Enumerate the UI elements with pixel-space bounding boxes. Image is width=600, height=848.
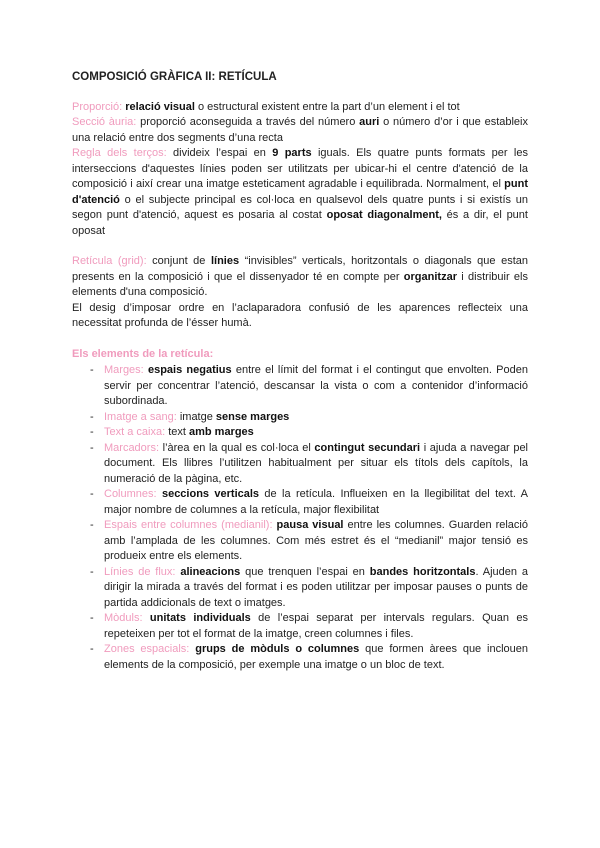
list-item-medianil xyxy=(90,518,528,565)
bold-text: organitzar xyxy=(403,270,457,283)
bold-text: espais negatius xyxy=(147,364,232,376)
text: iguals. Els quatre punts formats per les interseccions d'aquestes línies poden ser utilitzats per ubicar-hi el centre d'atenció de la composició i així crear una imatge esteticament agradable i equilibrada. Normalment, el xyxy=(72,147,528,190)
paragraph-desig: El desig d’imposar ordre en l’aclaparadora confusió de les aparences reflecteix una necessitat profunda de l’ésser humà. xyxy=(72,301,528,329)
paragraph-proporcio xyxy=(72,100,528,116)
term-regla-tercos: Regla dels terços: xyxy=(72,147,167,159)
document-title: COMPOSICIÓ GRÀFICA II: RETÍCULA xyxy=(72,71,277,83)
text: i ajuda a navegar pel document. Els llibres l’utilitzen habitualment per situar els títols dels capítols, la numeració de la pàgina, etc. xyxy=(104,441,529,485)
spacer xyxy=(72,332,528,347)
term: Imatge a sang: xyxy=(104,410,177,423)
term: Marcadors: xyxy=(104,441,160,454)
text: l’àrea en la qual es col·loca el xyxy=(159,441,315,454)
text: entre el límit del format i el contingut que envolten. Poden servir per concentrar l’atenció, descansar la vista o com a contenidor d’informació subordinada. xyxy=(104,364,528,407)
text: divideix l’espai en xyxy=(166,147,273,159)
term: Columnes: xyxy=(104,488,157,500)
bold-text: alineacions xyxy=(180,565,241,578)
document-page xyxy=(72,70,528,673)
list-item-marcadors xyxy=(90,441,528,488)
bold-text: línies xyxy=(210,255,240,267)
paragraph-seccio-auria xyxy=(72,115,528,146)
bold-text: auri xyxy=(359,116,380,128)
term: Text a caixa: xyxy=(104,426,166,438)
term-seccio-auria: Secció àuria: xyxy=(72,116,137,128)
bold-text: seccions verticals xyxy=(161,488,260,500)
text: . Ajuden a dirigir la mirada a través del format i es poden utilitzar per imposar pauses o punts de partida addicionals de text o imatges. xyxy=(104,565,529,609)
paragraph-reticula xyxy=(72,254,528,301)
text: i distribuir els elements d'una composició. xyxy=(72,270,528,298)
text: conjunt de xyxy=(146,255,211,267)
text: o estructural existent entre la part d’un element i el tot xyxy=(194,100,460,113)
bold-text: oposat diagonalment, xyxy=(326,209,442,221)
term: Espais entre columnes (medianil): xyxy=(104,519,273,531)
text: o número d’or i que estableix una relació entre dos segments d’una recta xyxy=(72,116,528,144)
term: Línies de flux: xyxy=(104,565,176,578)
list-item-moduls xyxy=(90,611,528,642)
term-proporcio: Proporció: xyxy=(72,100,123,113)
bold-text: punt d'atenció xyxy=(72,178,528,206)
bold-text: sense marges xyxy=(215,410,290,423)
text: o el subjecte principal es col·loca en qualsevol dels quatre punts i si existís un segon punt d'atenció, aquest es posaria al costat xyxy=(72,193,528,221)
text: imatge xyxy=(176,410,216,423)
bold-text: grups de mòduls o columnes xyxy=(195,643,360,655)
list-item-columnes xyxy=(90,487,528,518)
term: Mòduls: xyxy=(104,612,143,624)
section-title: Els elements de la retícula: xyxy=(72,347,214,360)
paragraph-regla-tercos xyxy=(72,146,528,239)
bold-text: 9 parts xyxy=(272,147,312,159)
term: Marges: xyxy=(104,364,144,376)
elements-list xyxy=(72,363,528,673)
bold-text: pausa visual xyxy=(276,519,344,531)
bold-text: amb marges xyxy=(188,426,254,438)
list-item-marges xyxy=(90,363,528,410)
text xyxy=(143,612,150,624)
text: que trenquen l’espai en xyxy=(240,565,370,578)
list-item-imatge-a-sang xyxy=(90,410,528,426)
text: entre les columnes. Guarden relació amb l’amplada de les columnes. Com més estret és el “medianil” major tensió es produeix entre els elements. xyxy=(104,519,528,562)
text: “invisibles” verticals, horitzontals o diagonals que estan presents en la composició i que el dissenyador té en compte per xyxy=(72,255,528,283)
term-reticula: Retícula (grid): xyxy=(72,255,147,267)
text: proporció aconseguida a través del número xyxy=(136,116,360,128)
text: que formen àrees que inclouen elements de la composició, per exemple una imatge o un bloc de text. xyxy=(104,643,529,671)
spacer xyxy=(72,239,528,254)
list-item-linies-de-flux xyxy=(90,565,528,612)
text: és a dir, el punt oposat xyxy=(72,209,528,237)
text: text xyxy=(165,426,189,438)
bold-text: unitats individuals xyxy=(149,612,251,624)
text: de l’espai separat per intervals regulars. Quan es repeteixen per tot el format de la imatge, creen columnes i files. xyxy=(104,612,528,640)
list-item-zones-espacials xyxy=(90,642,528,673)
bold-text: contingut secundari xyxy=(314,441,421,454)
bold-text: relació visual xyxy=(125,100,195,113)
text: de la retícula. Influeixen en la llegibilitat del text. A major nombre de columnes a la retícula, major flexibilitat xyxy=(104,488,528,516)
term: Zones espacials: xyxy=(104,643,190,655)
list-item-text-a-caixa xyxy=(90,425,528,441)
bold-text: bandes horitzontals xyxy=(369,565,476,578)
